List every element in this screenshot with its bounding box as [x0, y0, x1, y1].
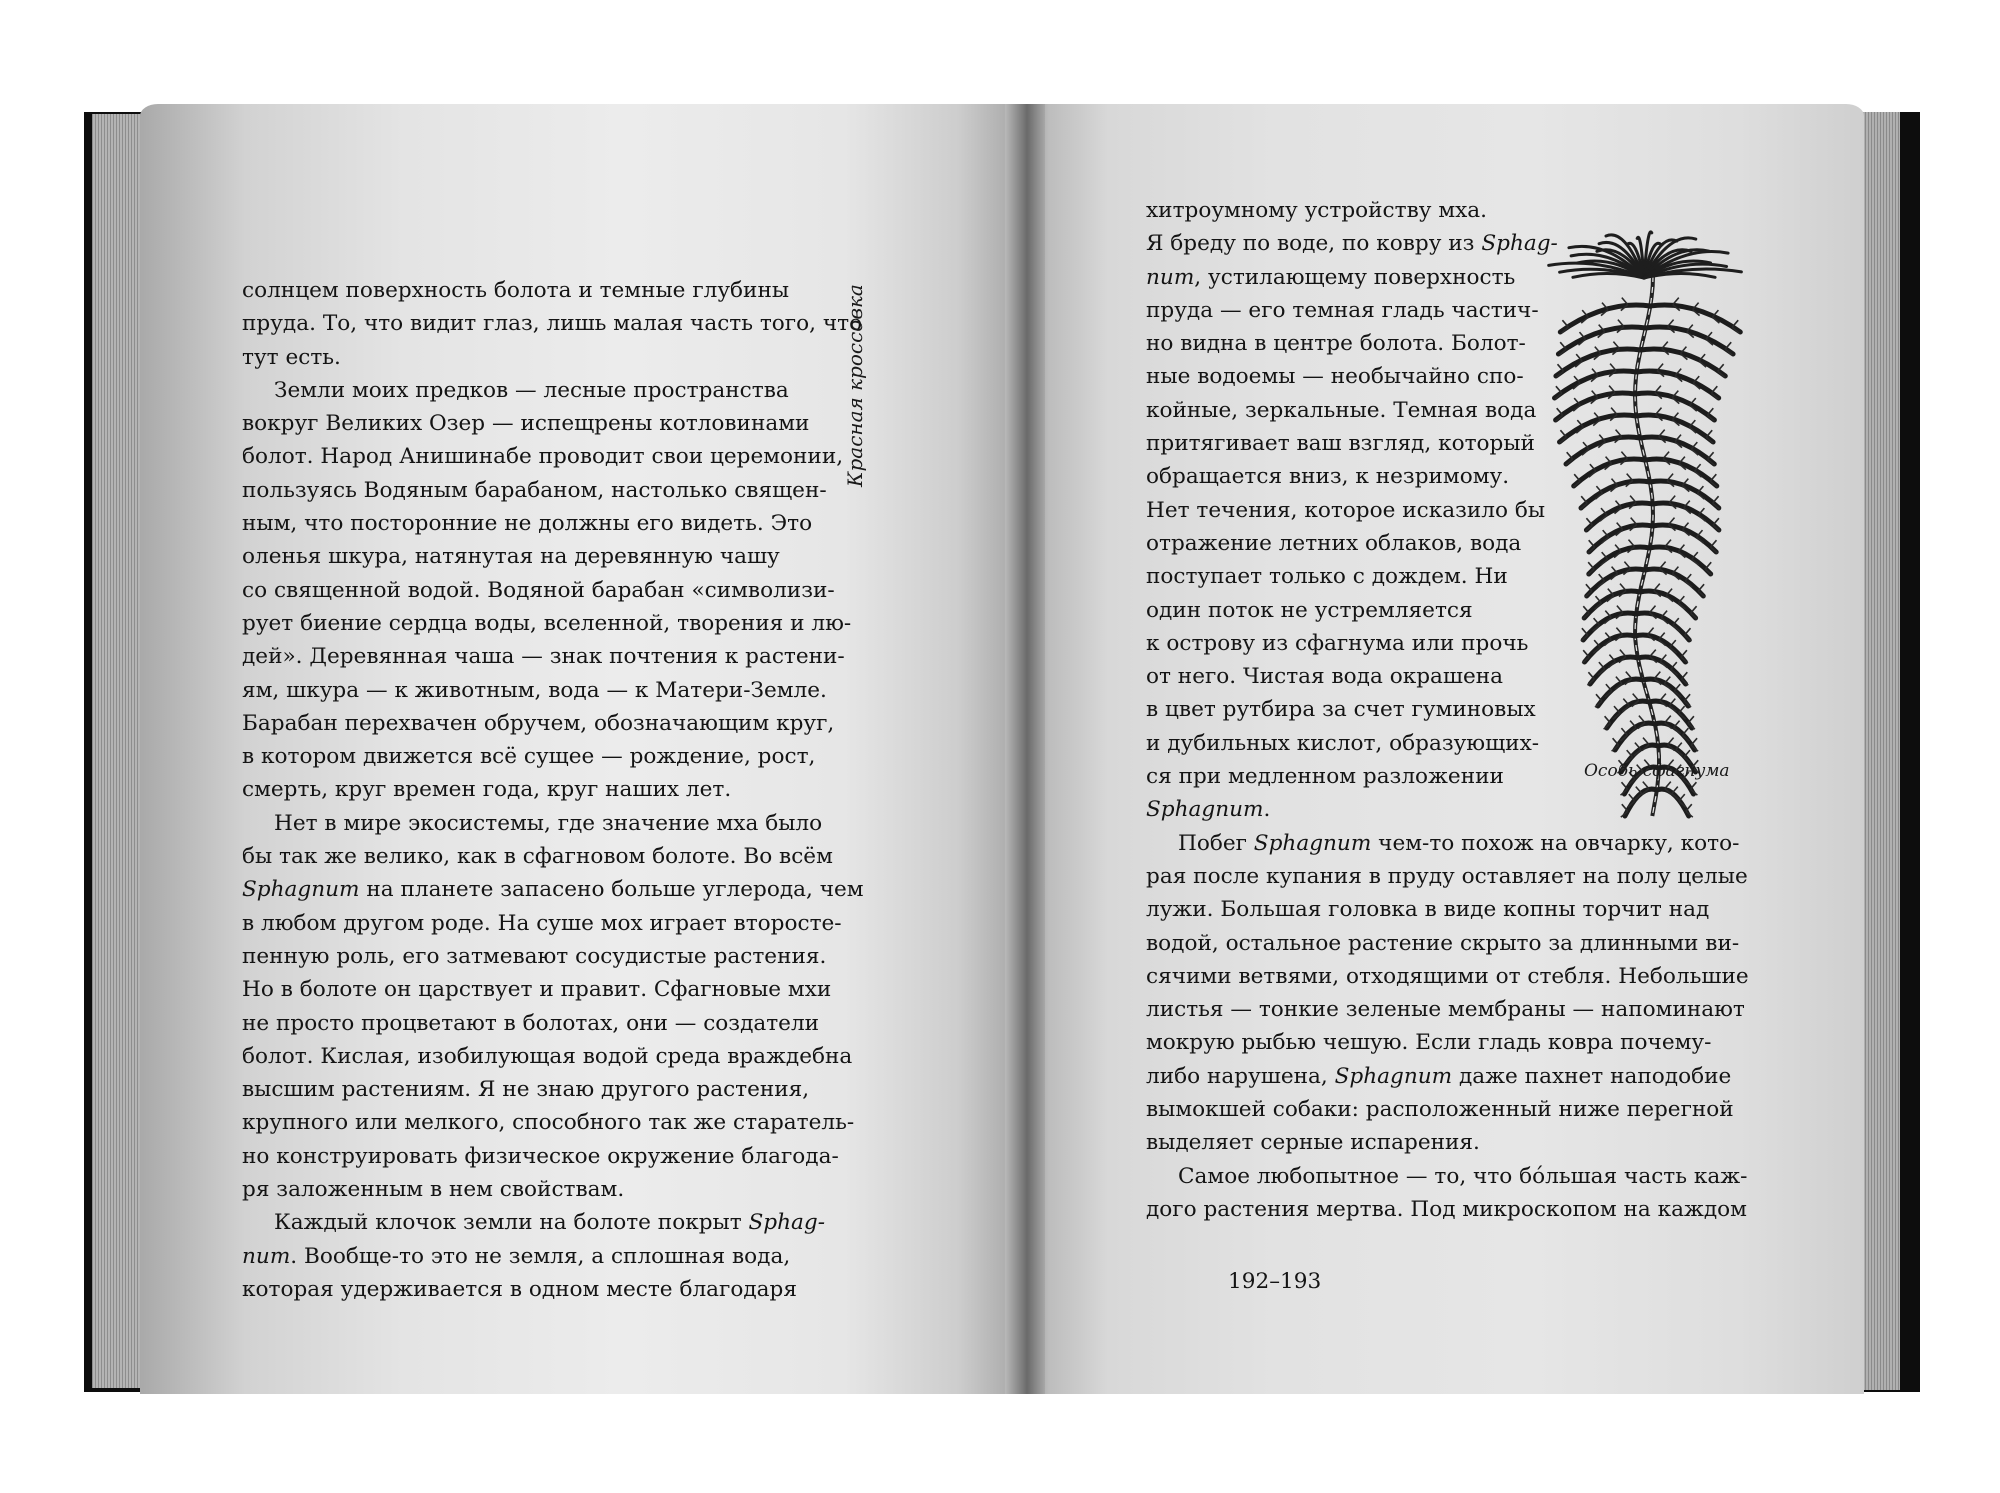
- text-run: на планете запасено больше углерода, чем: [359, 877, 864, 903]
- italic-term: Sphagnum: [1146, 797, 1264, 823]
- text-run: Барабан перехвачен обручем, обозначающим круг,: [242, 710, 835, 736]
- illustration-caption: Особь сфагнума: [1584, 761, 1730, 781]
- text-run: сячими ветвями, отходящими от стебля. Небольшие: [1146, 963, 1749, 989]
- text-line: [1146, 1026, 1749, 1059]
- text-run: листья — тонкие зеленые мембраны — напоминают: [1146, 997, 1745, 1023]
- italic-term: Sphagnum: [242, 877, 360, 903]
- text-run: Нет в мире экосистемы, где значение мха было: [274, 810, 823, 836]
- text-run: от него. Чистая вода окрашена: [1146, 664, 1504, 690]
- text-line: [242, 574, 864, 607]
- text-run: дей». Деревянная чаша — знак почтения к растени-: [242, 644, 845, 670]
- text-line: [242, 440, 864, 473]
- text-line: [242, 1240, 864, 1273]
- text-line: [1146, 1126, 1749, 1159]
- text-run: в любом другом роде. На суше мох играет второсте-: [242, 910, 842, 936]
- text-run: пользуясь Водяным барабаном, настолько священ-: [242, 477, 827, 503]
- text-run: рая после купания в пруду оставляет на полу целые: [1146, 863, 1748, 889]
- text-run: . Вообще-то это не земля, а сплошная вода,: [290, 1243, 791, 1269]
- sphagnum-illustration: [1544, 216, 1744, 856]
- text-run: Побег: [1178, 830, 1254, 856]
- text-run: Каждый клочок земли на болоте покрыт: [274, 1210, 749, 1236]
- text-run: отражение летних облаков, вода: [1146, 530, 1522, 556]
- text-line: [242, 807, 864, 840]
- text-run: не просто процветают в болотах, они — создатели: [242, 1010, 820, 1036]
- text-run: вымокшей собаки: расположенный ниже перегной: [1146, 1097, 1734, 1123]
- text-line: [242, 840, 864, 873]
- text-run: чем-то похож на овчарку, кото-: [1371, 830, 1740, 856]
- text-run: один поток не устремляется: [1146, 597, 1473, 623]
- text-line: [1146, 1193, 1749, 1226]
- text-run: Нет течения, которое исказило бы: [1146, 497, 1546, 523]
- italic-term: num: [1146, 264, 1195, 290]
- text-run: ные водоемы — необычайно спо-: [1146, 364, 1524, 390]
- text-line: [242, 873, 864, 906]
- italic-term: num: [242, 1243, 291, 1269]
- text-run: тут есть.: [242, 344, 341, 370]
- text-run: хитроумному устройству мха.: [1146, 198, 1488, 223]
- text-line: [242, 907, 864, 940]
- text-run: болот. Кислая, изобилующая водой среда враждебна: [242, 1043, 853, 1069]
- text-line: [242, 374, 864, 407]
- text-line: [242, 341, 864, 374]
- text-line: [242, 1073, 864, 1106]
- text-run: в котором движется всё сущее — рождение, рост,: [242, 744, 816, 770]
- text-line: [242, 773, 864, 806]
- italic-term: Sphag-: [748, 1210, 826, 1236]
- text-run: в цвет рутбира за счет гуминовых: [1146, 697, 1536, 723]
- text-line: [242, 674, 864, 707]
- text-line: [242, 1140, 864, 1173]
- text-run: к острову из сфагнума или прочь: [1146, 630, 1529, 656]
- text-line: [1146, 893, 1749, 926]
- text-run: Самое любопытное — то, что бо́льшая часть каж-: [1178, 1163, 1748, 1189]
- text-run: со священной водой. Водяной барабан «символизи-: [242, 577, 835, 603]
- text-line: [242, 307, 864, 340]
- text-line: [242, 1273, 864, 1306]
- text-run: обращается вниз, к незримому.: [1146, 464, 1510, 490]
- text-line: [242, 640, 864, 673]
- text-run: лужи. Большая головка в виде копны торчит над: [1146, 897, 1710, 923]
- text-run: которая удерживается в одном месте благодаря: [242, 1276, 797, 1302]
- text-line: [1146, 860, 1749, 893]
- text-run: притягивает ваш взгляд, который: [1146, 431, 1535, 457]
- text-line: [1146, 927, 1749, 960]
- text-run: смерть, круг времен года, круг наших лет.: [242, 777, 732, 803]
- text-run: пруда. То, что видит глаз, лишь малая часть того, что: [242, 311, 863, 337]
- text-run: койные, зеркальные. Темная вода: [1146, 397, 1537, 423]
- right-page: [1024, 104, 1864, 1394]
- text-run: пенную роль, его затмевают сосудистые растения.: [242, 943, 827, 969]
- text-run: ся при медленном разложении: [1146, 764, 1504, 790]
- text-run: , устилающему поверхность: [1194, 264, 1516, 290]
- italic-term: Sphagnum: [1253, 830, 1372, 856]
- text-run: но видна в центре болота. Болот-: [1146, 331, 1526, 357]
- running-head-title: Красная кроссовка: [843, 284, 867, 487]
- text-line: [1146, 993, 1749, 1026]
- text-line: [242, 973, 864, 1006]
- text-line: [242, 1106, 864, 1139]
- text-run: рует биение сердца воды, вселенной, творения и лю-: [242, 610, 852, 636]
- text-run: поступает только с дождем. Ни: [1146, 564, 1508, 590]
- italic-term: Sphag-: [1481, 231, 1558, 257]
- text-line: [242, 940, 864, 973]
- text-run: ным, что посторонние не должны его видеть. Это: [242, 511, 813, 537]
- text-run: вокруг Великих Озер — испещрены котловинами: [242, 411, 810, 437]
- left-page-text: [242, 274, 864, 1306]
- text-line: [1146, 960, 1749, 993]
- text-line: [242, 407, 864, 440]
- text-run: Земли моих предков — лесные пространства: [274, 377, 789, 403]
- left-page: [140, 104, 1020, 1394]
- text-run: крупного или мелкого, способного так же старатель-: [242, 1110, 855, 1136]
- text-run: солнцем поверхность болота и темные глубины: [242, 278, 790, 303]
- text-line: [242, 474, 864, 507]
- text-run: либо нарушена,: [1146, 1063, 1335, 1089]
- text-line: [1146, 1060, 1749, 1093]
- text-run: даже пахнет наподобие: [1452, 1063, 1732, 1089]
- text-run: бы так же велико, как в сфагновом болоте. Во всём: [242, 844, 833, 870]
- text-run: но конструировать физическое окружение благода-: [242, 1143, 839, 1169]
- text-line: [242, 274, 864, 307]
- text-line: [242, 1173, 864, 1206]
- text-line: [1146, 1160, 1749, 1193]
- text-run: оленья шкура, натянутая на деревянную чашу: [242, 544, 780, 570]
- text-line: [242, 1206, 864, 1239]
- text-line: [242, 1040, 864, 1073]
- text-line: [242, 607, 864, 640]
- text-line: [242, 507, 864, 540]
- book-gutter: [1005, 104, 1045, 1394]
- text-run: высшим растениям. Я не знаю другого растения,: [242, 1077, 810, 1103]
- text-line: [242, 1007, 864, 1040]
- text-run: ям, шкура — к животным, вода — к Матери-Земле.: [242, 677, 827, 703]
- page-edges-right: [1860, 112, 1900, 1390]
- text-line: [242, 707, 864, 740]
- text-line: [242, 740, 864, 773]
- text-line: [242, 540, 864, 573]
- page-number: 192–193: [1228, 1269, 1322, 1294]
- text-run: Я бреду по воде, по ковру из: [1146, 231, 1482, 257]
- text-run: .: [1263, 797, 1271, 823]
- text-run: пруда — его темная гладь частич-: [1146, 297, 1539, 323]
- text-run: Но в болоте он царствует и правит. Сфагновые мхи: [242, 977, 832, 1003]
- text-run: выделяет серные испарения.: [1146, 1130, 1480, 1156]
- page-edges-left: [92, 114, 142, 1388]
- italic-term: Sphagnum: [1334, 1063, 1453, 1089]
- text-run: водой, остальное растение скрыто за длинными ви-: [1146, 930, 1740, 956]
- text-run: ря заложенным в нем свойствам.: [242, 1177, 625, 1203]
- text-run: болот. Народ Анишинабе проводит свои церемонии,: [242, 444, 844, 470]
- text-run: и дубильных кислот, образующих-: [1146, 730, 1540, 756]
- text-line: [1146, 1093, 1749, 1126]
- text-run: мокрую рыбью чешую. Если гладь ковра почему-: [1146, 1030, 1712, 1056]
- text-run: дого растения мертва. Под микроскопом на каждом: [1146, 1196, 1747, 1222]
